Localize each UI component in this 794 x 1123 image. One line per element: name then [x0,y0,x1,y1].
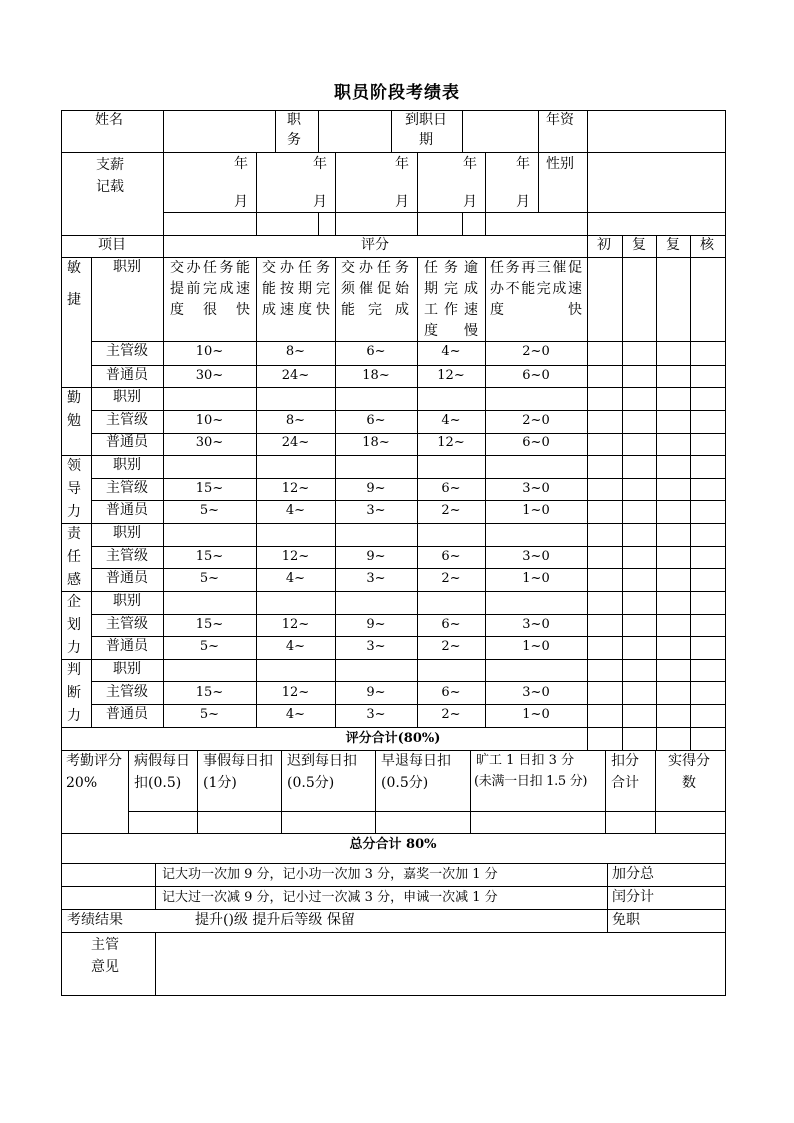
score-cell: 9~ [366,685,386,700]
result-options: 提升()级 提升后等级 保留 [195,912,355,928]
grade-header: 职别 [113,525,141,541]
score-cell: 5~ [199,639,220,654]
category-label-char: 敏 [67,260,81,276]
form-title: 职员阶段考绩表 [334,83,460,103]
score-cell: 5~ [199,571,220,586]
grid-line-v [128,750,129,834]
score-cell: 4~ [441,344,461,359]
score-cell: 1~0 [522,707,550,722]
category-label-char: 划 [67,617,81,633]
score-cell: 6~ [441,549,461,564]
review-column: 核 [700,237,714,253]
grid-line-h [128,811,726,812]
grid-line-h [61,995,726,996]
score-cell: 3~ [366,639,386,654]
grid-line-v [607,863,608,933]
review-column: 复 [666,237,680,253]
grid-line-v [391,110,392,153]
score-cell: 9~ [366,617,386,632]
score-cell: 4~ [285,639,306,654]
label-salary-record: 支薪记载 [96,157,124,195]
actual-score-label: 实得分数 [668,753,710,791]
grid-line-v [587,235,588,751]
score-cell: 12~ [281,549,310,564]
grade-label: 主管级 [106,684,148,700]
category-label-char: 感 [67,572,81,588]
score-cell: 6~0 [522,435,550,450]
month-label: 月 [313,194,327,210]
category-label-char: 勤 [67,390,81,406]
review-column: 复 [632,237,646,253]
score-cell: 6~ [441,685,461,700]
grade-label: 主管级 [106,616,148,632]
level-description: 交办任务能按期完成速度快 [262,260,330,318]
grid-line-v [462,110,463,153]
grade-label: 主管级 [106,412,148,428]
level-description: 任务再三催促办不能完成速度快 [490,260,582,318]
month-label: 月 [463,194,477,210]
category-label-char: 判 [67,662,81,678]
score-cell: 10~ [195,344,224,359]
grid-line-v [318,212,319,236]
score-cell: 4~ [285,503,306,518]
score-cell: 15~ [195,481,224,496]
absence-rule-line1: 旷工 1 日扣 3 分 [476,753,575,768]
grid-line-v [538,110,539,153]
score-cell: 24~ [281,368,310,383]
category-label-char: 力 [67,708,81,724]
score-cell: 18~ [362,435,390,450]
late-rule: 迟到每日扣(0.5分) [287,753,357,791]
deduct-total-label: 扣分合计 [611,753,639,791]
column-score: 评分 [361,237,389,253]
score-cell: 5~ [199,503,220,518]
year-label: 年 [395,156,409,172]
score-cell: 12~ [437,368,465,383]
score-cell: 3~0 [522,685,550,700]
score-cell: 3~0 [522,617,550,632]
grid-line-v [275,110,276,153]
grid-line-h [61,110,726,111]
score-cell: 30~ [195,368,224,383]
grade-header: 职别 [113,259,141,275]
category-label-char: 领 [67,458,81,474]
label-position: 职务 [287,112,301,148]
grade-label: 普通员 [106,706,148,722]
score-cell: 15~ [195,549,224,564]
level-description: 交办任务须催促始能完成 [341,260,409,318]
score-cell: 15~ [195,685,224,700]
year-label: 年 [463,156,477,172]
score-cell: 2~ [441,571,461,586]
score-cell: 6~ [366,344,386,359]
grid-line-v [155,863,156,910]
grade-header: 职别 [113,593,141,609]
grid-line-h [61,932,726,933]
score-cell: 9~ [366,481,386,496]
level-description: 任务逾期完成工作速度慢 [424,260,478,339]
score-cell: 8~ [285,413,306,428]
attendance-label: 考勤评分 20% [66,753,122,791]
result-label: 考绩结果 [67,912,123,928]
score-cell: 3~ [366,571,386,586]
score-cell: 9~ [366,549,386,564]
score-cell: 3~ [366,503,386,518]
score-cell: 3~0 [522,481,550,496]
grade-header: 职别 [113,389,141,405]
label-name: 姓名 [95,112,123,128]
category-label-char: 捷 [67,292,81,308]
score-cell: 18~ [362,368,390,383]
merit-rule: 记大功一次加 9 分，记小功一次加 3 分，嘉奖一次加 1 分 [162,867,498,882]
category-label-char: 力 [67,640,81,656]
grade-label: 主管级 [106,480,148,496]
grid-line-v [197,750,198,834]
score-cell: 2~0 [522,413,550,428]
grade-header: 职别 [113,661,141,677]
category-label-char: 责 [67,526,81,542]
review-column: 初 [597,237,611,253]
grid-line-v [656,235,657,751]
month-label: 月 [234,194,248,210]
score-cell: 12~ [281,617,310,632]
score-cell: 10~ [195,413,224,428]
label-gender: 性别 [546,156,574,172]
score-cell: 3~ [366,707,386,722]
grade-header: 职别 [113,457,141,473]
grade-label: 主管级 [106,548,148,564]
month-label: 月 [516,194,530,210]
category-label-char: 企 [67,594,81,610]
label-start-date: 到职日期 [405,112,447,148]
grade-label: 普通员 [106,570,148,586]
score-cell: 30~ [195,435,224,450]
score-cell: 4~ [285,571,306,586]
demerit-rule: 记大过一次减 9 分，记小过一次减 3 分，申诫一次减 1 分 [162,890,498,905]
grid-line-v [462,212,463,236]
grid-line-h [61,152,726,153]
grand-total-label: 总分合计 80% [349,837,437,852]
score-cell: 8~ [285,344,306,359]
score-cell: 12~ [281,481,310,496]
category-label-char: 断 [67,685,81,701]
score-cell: 6~ [441,481,461,496]
score-cell: 2~ [441,639,461,654]
category-label-char: 导 [67,481,81,497]
month-label: 月 [395,194,409,210]
grid-line-v [155,932,156,996]
absence-rule-line2: (未满一日扣 1.5 分) [474,774,588,789]
level-description: 交办任务能提前完成速度很快 [170,260,250,318]
grid-line-v [587,110,588,153]
score-cell: 2~ [441,503,461,518]
score-cell: 6~ [366,413,386,428]
score-cell: 12~ [281,685,310,700]
grade-label: 主管级 [106,343,148,359]
sick-leave-rule: 病假每日扣(0.5) [134,753,190,791]
category-label-char: 力 [67,504,81,520]
score-cell: 1~0 [522,503,550,518]
grade-label: 普通员 [106,502,148,518]
year-label: 年 [313,156,327,172]
grid-line-v [655,750,656,834]
bonus-total-label: 加分总 [612,866,654,882]
score-cell: 4~ [285,707,306,722]
score-total-label: 评分合计(80%) [345,731,441,746]
score-cell: 24~ [281,435,310,450]
grid-line-v [605,750,606,834]
grid-line-v [318,110,319,153]
score-cell: 1~0 [522,639,550,654]
grid-line-v [690,235,691,751]
grade-label: 普通员 [106,434,148,450]
score-cell: 5~ [199,707,220,722]
year-label: 年 [234,156,248,172]
supervisor-opinion-label: 主管意见 [91,937,119,975]
grid-line-v [622,235,623,751]
grid-line-v [470,750,471,834]
column-item: 项目 [98,237,126,253]
score-cell: 15~ [195,617,224,632]
score-cell: 6~0 [522,368,550,383]
grade-label: 普通员 [106,367,148,383]
score-cell: 2~ [441,707,461,722]
result-dismiss: 免职 [612,912,640,928]
grid-line-v [163,110,164,153]
grid-line-v [375,750,376,834]
score-cell: 6~ [441,617,461,632]
category-label-char: 任 [67,549,81,565]
grid-line-v [538,152,539,213]
personal-leave-rule: 事假每日扣(1分) [203,753,273,791]
score-cell: 2~0 [522,344,550,359]
label-seniority: 年资 [546,112,574,128]
grade-label: 普通员 [106,638,148,654]
year-label: 年 [516,156,530,172]
category-label-char: 勉 [67,413,81,429]
score-cell: 12~ [437,435,465,450]
grid-line-v [281,750,282,834]
score-cell: 1~0 [522,571,550,586]
early-leave-rule: 早退每日扣(0.5分) [381,753,451,791]
penalty-total-label: 闰分计 [612,889,654,905]
grid-line-v [587,152,588,236]
score-cell: 4~ [441,413,461,428]
score-cell: 3~0 [522,549,550,564]
